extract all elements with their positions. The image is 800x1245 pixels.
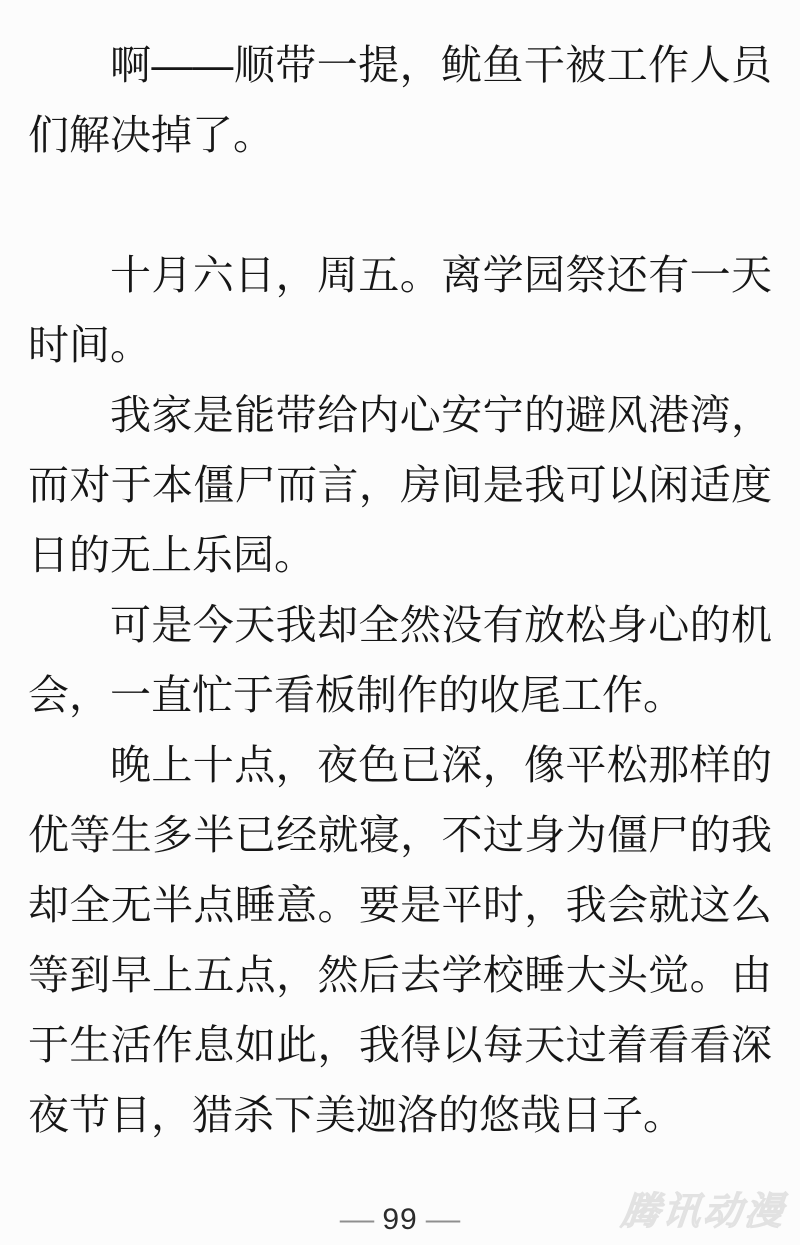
paragraph-2: 十月六日，周五。离学园祭还有一天时间。 bbox=[28, 252, 772, 368]
footer-dash-right: — bbox=[425, 1203, 460, 1236]
novel-text bbox=[28, 30, 772, 1150]
footer-dash-left: — bbox=[340, 1203, 375, 1236]
paragraph-5: 晚上十点，夜色已深，像平松那样的优等生多半已经就寝，不过身为僵尸的我却全无半点睡意。要是平时，我会就这么等到早上五点，然后去学校睡大头觉。由于生活作息如此，我得以每天过着看看深夜节目，猎杀下美迦洛的悠哉日子。 bbox=[28, 742, 772, 1138]
page-number: 99 bbox=[382, 1203, 418, 1236]
paragraph-3: 我家是能带给内心安宁的避风港湾，而对于本僵尸而言，房间是我可以闲适度日的无上乐园。 bbox=[28, 392, 772, 578]
paragraph-1: 啊——顺带一提，鱿鱼干被工作人员们解决掉了。 bbox=[28, 42, 772, 158]
tencent-comics-watermark: 腾讯动漫 bbox=[619, 1191, 788, 1233]
paragraph-4: 可是今天我却全然没有放松身心的机会，一直忙于看板制作的收尾工作。 bbox=[28, 602, 772, 718]
